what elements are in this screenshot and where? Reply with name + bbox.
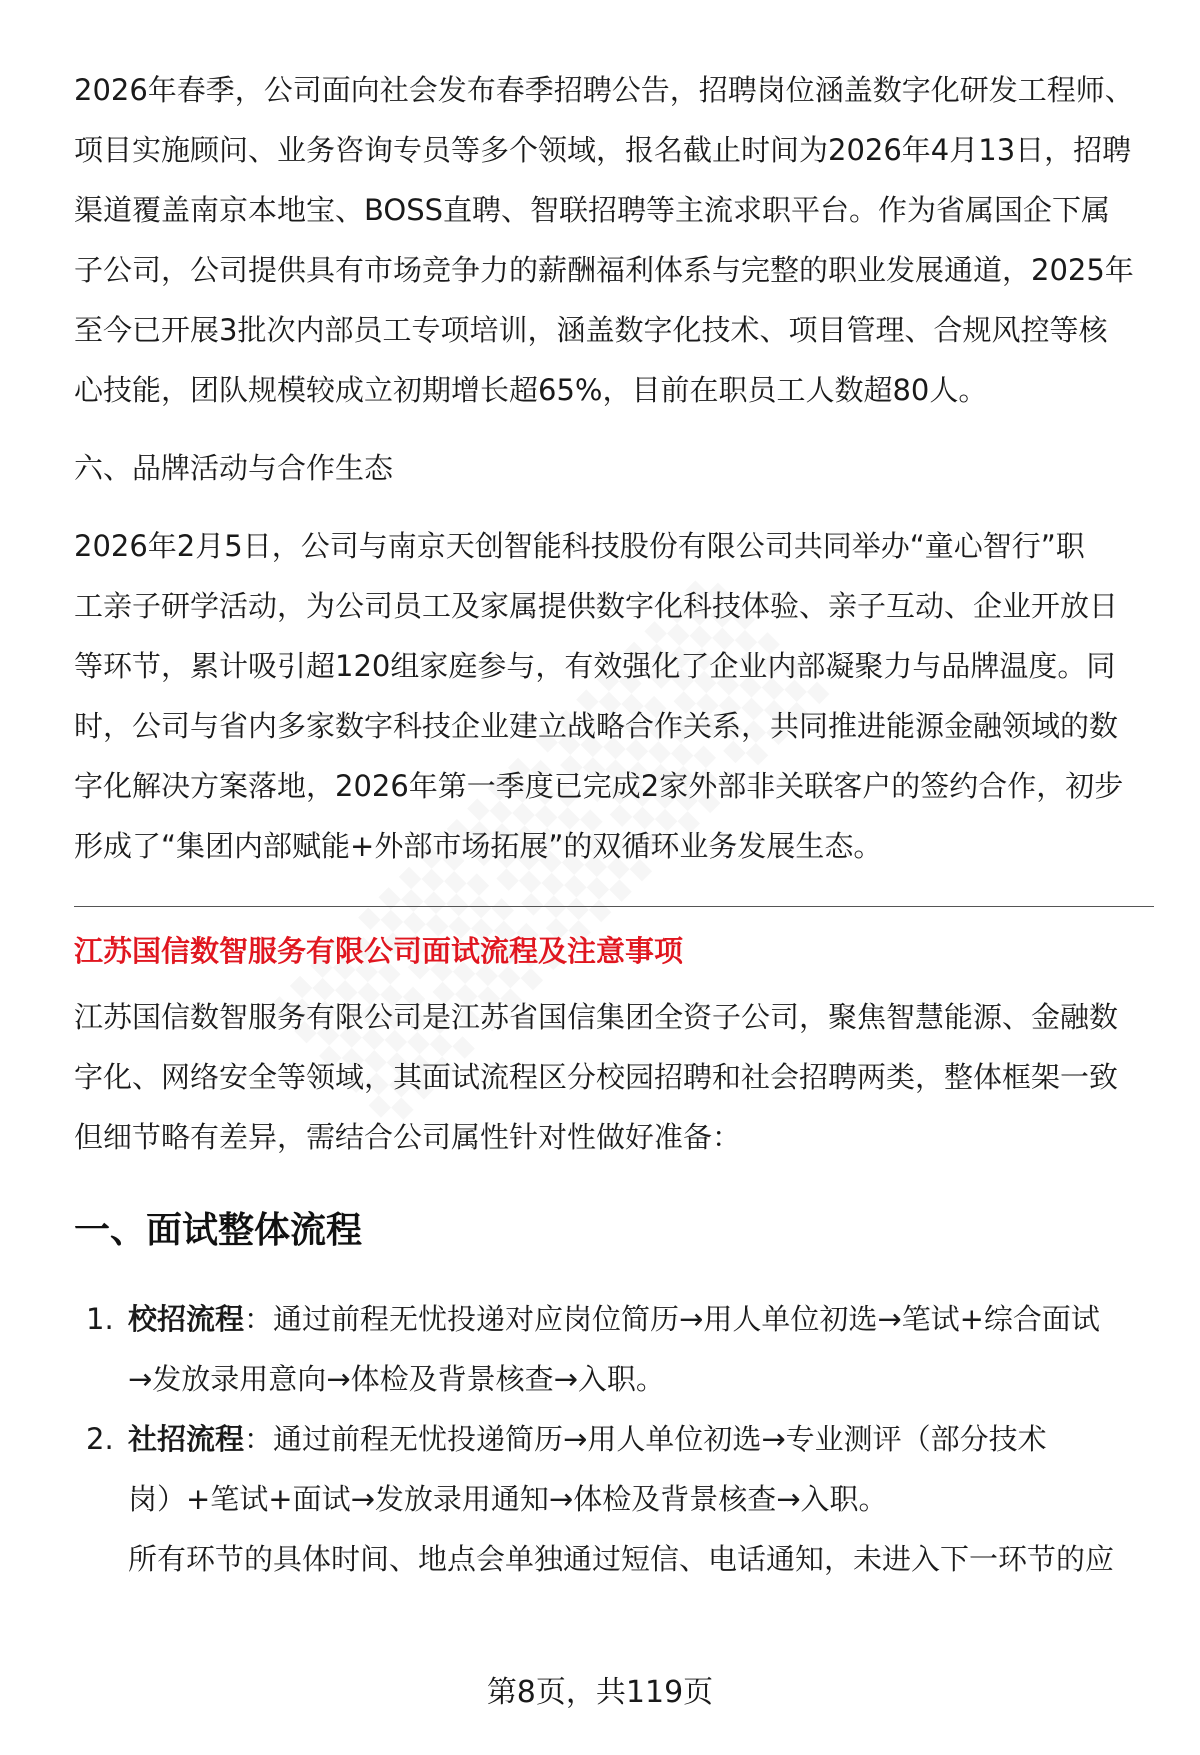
- paragraph-line: 渠道覆盖南京本地宝、BOSS直聘、智联招聘等主流求职平台。作为省属国企下属: [74, 193, 1111, 227]
- paragraph-line: 时，公司与省内多家数字科技企业建立战略合作关系，共同推进能源金融领域的数: [74, 709, 1119, 743]
- paragraph-line: 形成了“集团内部赋能+外部市场拓展”的双循环业务发展生态。: [74, 829, 883, 863]
- interview-process-heading: 一、面试整体流程: [74, 1210, 363, 1251]
- paragraph-line: 但细节略有差异，需结合公司属性针对性做好准备：: [74, 1120, 742, 1154]
- interview-intro: [74, 987, 1154, 1167]
- paragraph-line: 至今已开展3批次内部员工专项培训，涵盖数字化技术、项目管理、合规风控等核: [74, 313, 1108, 347]
- list-item-continuation: →发放录用意向→体检及背景核查→入职。: [128, 1362, 665, 1396]
- list-item: [74, 1289, 1154, 1409]
- paragraph-line: 心技能，团队规模较成立初期增长超65%，目前在职员工人数超80人。: [74, 373, 988, 407]
- interview-title: 江苏国信数智服务有限公司面试流程及注意事项: [74, 934, 684, 968]
- paragraph-line: 2026年春季，公司面向社会发布春季招聘公告，招聘岗位涵盖数字化研发工程师、: [74, 73, 1134, 107]
- paragraph-line: 字化解决方案落地，2026年第一季度已完成2家外部非关联客户的签约合作，初步: [74, 769, 1124, 803]
- paragraph-line: 江苏国信数智服务有限公司是江苏省国信集团全资子公司，聚焦智慧能源、金融数: [74, 1000, 1119, 1034]
- list-item-lead: 社招流程: [128, 1422, 245, 1456]
- paragraph-line: 项目实施顾问、业务咨询专员等多个领域，报名截止时间为2026年4月13日，招聘: [74, 133, 1132, 167]
- paragraph-line: 2026年2月5日，公司与南京天创智能科技股份有限公司共同举办“童心智行”职: [74, 529, 1085, 563]
- list-item-text: ：通过前程无忧投递对应岗位简历→用人单位初选→笔试+综合面试: [244, 1302, 1100, 1336]
- list-note: 所有环节的具体时间、地点会单独通过短信、电话通知，未进入下一环节的应: [128, 1542, 1115, 1576]
- paragraph-line: 工亲子研学活动，为公司员工及家属提供数字化科技体验、亲子互动、企业开放日: [74, 589, 1119, 623]
- list-number: 1.: [86, 1302, 114, 1336]
- brand-paragraph: [74, 516, 1154, 876]
- section-divider: [74, 906, 1154, 907]
- page-content: [74, 60, 1154, 1589]
- recruitment-paragraph: [74, 60, 1154, 420]
- list-item-lead: 校招流程: [128, 1302, 245, 1336]
- list-item-continuation: 岗）+笔试+面试→发放录用通知→体检及背景核查→入职。: [128, 1482, 888, 1516]
- paragraph-line: 字化、网络安全等领域，其面试流程区分校园招聘和社会招聘两类，整体框架一致: [74, 1060, 1119, 1094]
- paragraph-line: 等环节，累计吸引超120组家庭参与，有效强化了企业内部凝聚力与品牌温度。同: [74, 649, 1116, 683]
- list-item-text: ：通过前程无忧投递简历→用人单位初选→专业测评（部分技术: [244, 1422, 1047, 1456]
- paragraph-line: 子公司，公司提供具有市场竞争力的薪酬福利体系与完整的职业发展通道，2025年: [74, 253, 1134, 287]
- list-item: [74, 1409, 1154, 1529]
- list-number: 2.: [86, 1422, 114, 1456]
- page-number: 第8页，共119页: [486, 1675, 714, 1710]
- section-heading-brand: 六、品牌活动与合作生态: [74, 451, 394, 485]
- process-list: [74, 1289, 1154, 1529]
